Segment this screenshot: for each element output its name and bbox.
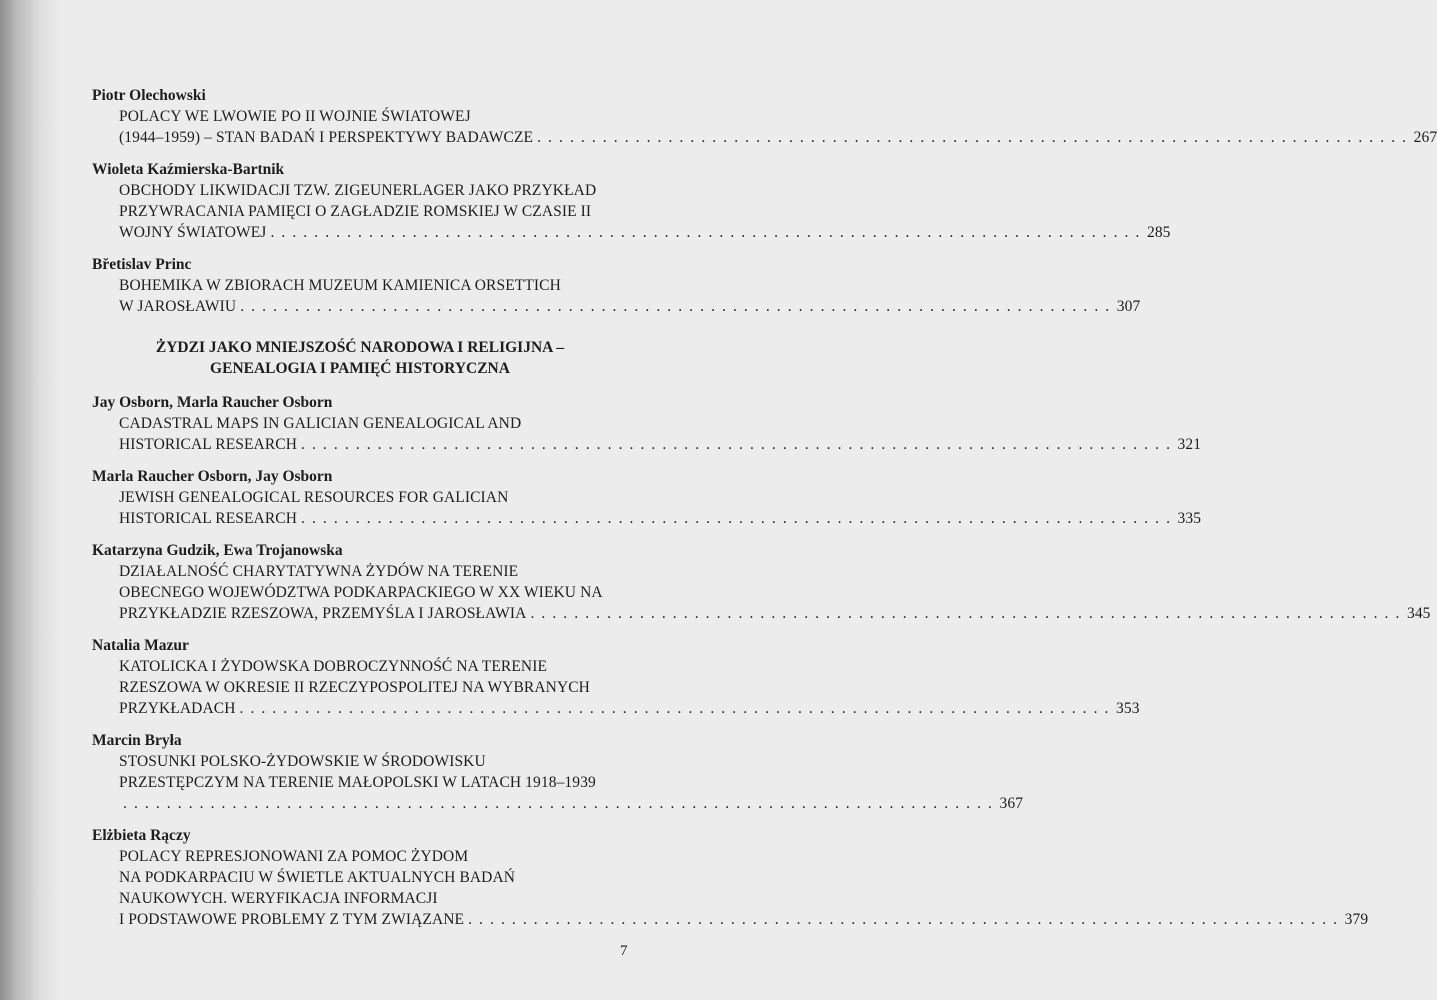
entry-title-line: NAUKOWYCH. WERYFIKACJA INFORMACJI: [119, 890, 438, 907]
entry-title-last-line: [119, 222, 1171, 243]
entry-title-line: WOJNY ŚWIATOWEJ: [119, 224, 267, 241]
dot-leader: . . . . . . . . . . . . . . . . . . . . . . . . . . . . . . . . . . . . . . . . . . . . . . . . . . . . . . . . . . . . . . . . . . . . . . . . . . . . . . . .: [537, 129, 1408, 146]
entry-author: Marcin Bryła: [92, 732, 182, 749]
entry-title-line: POLACY WE LWOWIE PO II WOJNIE ŚWIATOWEJ: [119, 108, 471, 125]
section-heading-line-2: GENEALOGIA I PAMIĘĆ HISTORYCZNA: [210, 360, 510, 377]
entry-author: Piotr Olechowski: [92, 87, 206, 104]
entry-author: Břetislav Princ: [92, 256, 192, 273]
table-of-contents: [92, 86, 1437, 942]
entry-author: Katarzyna Gudzik, Ewa Trojanowska: [92, 542, 343, 559]
entry-title-line: JEWISH GENEALOGICAL RESOURCES FOR GALICIAN: [119, 489, 509, 506]
dot-leader: . . . . . . . . . . . . . . . . . . . . . . . . . . . . . . . . . . . . . . . . . . . . . . . . . . . . . . . . . . . . . . . . . . . . . . . . . . . . . . . .: [301, 510, 1172, 527]
entry-title-last-line: [119, 434, 1202, 455]
entry-title: [92, 487, 1202, 529]
section-heading-line-1: ŻYDZI JAKO MNIEJSZOŚĆ NARODOWA I RELIGIJNA –: [155, 339, 565, 356]
entry-title-line: (1944–1959) – STAN BADAŃ I PERSPEKTYWY BADAWCZE: [119, 129, 534, 146]
toc-entry: [92, 393, 1202, 455]
entry-page-number: 353: [1116, 700, 1140, 717]
dot-leader: . . . . . . . . . . . . . . . . . . . . . . . . . . . . . . . . . . . . . . . . . . . . . . . . . . . . . . . . . . . . . . . . . . . . . . . . . . . . . . . .: [123, 795, 994, 812]
toc-entries-top: [92, 86, 1437, 317]
entry-page-number: 321: [1177, 436, 1202, 453]
entry-title-line: CADASTRAL MAPS IN GALICIAN GENEALOGICAL AND: [119, 415, 522, 432]
entry-page-number: 367: [999, 795, 1024, 812]
entry-title: [92, 275, 1141, 317]
entry-title-line: PRZYKŁADACH: [119, 700, 236, 717]
entry-title-last-line: [119, 698, 1140, 719]
toc-entry: [92, 636, 1140, 719]
dot-leader: . . . . . . . . . . . . . . . . . . . . . . . . . . . . . . . . . . . . . . . . . . . . . . . . . . . . . . . . . . . . . . . . . . . . . . . . . . . . . . . .: [301, 436, 1172, 453]
entry-title-line: W JAROSŁAWIU: [119, 298, 237, 315]
entry-title: [92, 106, 1437, 148]
entry-page-number: 307: [1116, 298, 1141, 315]
entry-author: Natalia Mazur: [92, 637, 189, 654]
entry-title-line: RZESZOWA W OKRESIE II RZECZYPOSPOLITEJ NA WYBRANYCH: [119, 679, 590, 696]
entry-title: [92, 561, 1431, 624]
entry-page-number: 379: [1344, 911, 1369, 928]
entry-title-last-line: [119, 793, 1024, 814]
toc-entry: [92, 255, 1141, 317]
entry-title: [92, 413, 1202, 455]
entry-title-line: PRZYWRACANIA PAMIĘCI O ZAGŁADZIE ROMSKIEJ W CZASIE II: [119, 203, 592, 220]
entry-author: Marla Raucher Osborn, Jay Osborn: [92, 468, 333, 485]
entry-page-number: 345: [1406, 605, 1431, 622]
toc-entries-bottom: [92, 393, 1431, 930]
toc-entry: [92, 541, 1431, 624]
entry-title: [92, 656, 1140, 719]
dot-leader: . . . . . . . . . . . . . . . . . . . . . . . . . . . . . . . . . . . . . . . . . . . . . . . . . . . . . . . . . . . . . . . . . . . . . . . . . . . . . . . .: [240, 298, 1111, 315]
entry-title-last-line: [119, 508, 1202, 529]
page-number: 7: [620, 943, 628, 959]
entry-title-last-line: [119, 296, 1141, 317]
entry-title: [92, 751, 1024, 814]
entry-author: Wioleta Kaźmierska-Bartnik: [92, 161, 285, 178]
entry-title-line: I PODSTAWOWE PROBLEMY Z TYM ZWIĄZANE: [119, 911, 465, 928]
dot-leader: . . . . . . . . . . . . . . . . . . . . . . . . . . . . . . . . . . . . . . . . . . . . . . . . . . . . . . . . . . . . . . . . . . . . . . . . . . . . . . . .: [239, 700, 1111, 717]
entry-author: Jay Osborn, Marla Raucher Osborn: [92, 394, 333, 411]
dot-leader: . . . . . . . . . . . . . . . . . . . . . . . . . . . . . . . . . . . . . . . . . . . . . . . . . . . . . . . . . . . . . . . . . . . . . . . . . . . . . . . .: [530, 605, 1401, 622]
entry-page-number: 335: [1177, 510, 1202, 527]
toc-entry: [92, 86, 1437, 148]
entry-title-line: OBECNEGO WOJEWÓDZTWA PODKARPACKIEGO W XX WIEKU NA: [119, 584, 603, 601]
entry-title-last-line: [119, 127, 1437, 148]
entry-title-line: NA PODKARPACIU W ŚWIETLE AKTUALNYCH BADAŃ: [119, 869, 516, 886]
entry-author: Elżbieta Rączy: [92, 827, 191, 844]
entry-title-line: HISTORICAL RESEARCH: [119, 510, 298, 527]
entry-title: [92, 180, 1171, 243]
entry-title-line: KATOLICKA I ŻYDOWSKA DOBROCZYNNOŚĆ NA TERENIE: [119, 658, 548, 675]
dot-leader: . . . . . . . . . . . . . . . . . . . . . . . . . . . . . . . . . . . . . . . . . . . . . . . . . . . . . . . . . . . . . . . . . . . . . . . . . . . . . . . .: [270, 224, 1141, 241]
entry-title-line: HISTORICAL RESEARCH: [119, 436, 298, 453]
toc-entry: [92, 826, 1369, 930]
entry-title-line: PRZESTĘPCZYM NA TERENIE MAŁOPOLSKI W LATACH 1918–1939: [119, 774, 596, 791]
entry-title-line: BOHEMIKA W ZBIORACH MUZEUM KAMIENICA ORSETTICH: [119, 277, 561, 294]
entry-title-line: STOSUNKI POLSKO-ŻYDOWSKIE W ŚRODOWISKU: [119, 753, 486, 770]
entry-title-last-line: [119, 909, 1369, 930]
entry-title-line: PRZYKŁADZIE RZESZOWA, PRZEMYŚLA I JAROSŁAWIA: [119, 605, 527, 622]
section-heading: [92, 337, 628, 379]
entry-page-number: 267: [1413, 129, 1437, 146]
book-spine-shadow: [0, 0, 60, 1000]
toc-entry: [92, 731, 1024, 814]
toc-entry: [92, 467, 1202, 529]
entry-page-number: 285: [1146, 224, 1171, 241]
entry-title-line: DZIAŁALNOŚĆ CHARYTATYWNA ŻYDÓW NA TERENIE: [119, 563, 519, 580]
dot-leader: . . . . . . . . . . . . . . . . . . . . . . . . . . . . . . . . . . . . . . . . . . . . . . . . . . . . . . . . . . . . . . . . . . . . . . . . . . . . . . . .: [468, 911, 1339, 928]
entry-title-last-line: [119, 603, 1431, 624]
entry-title-line: OBCHODY LIKWIDACJI TZW. ZIGEUNERLAGER JAKO PRZYKŁAD: [119, 182, 597, 199]
toc-entry: [92, 160, 1171, 243]
entry-title-line: POLACY REPRESJONOWANI ZA POMOC ŻYDOM: [119, 848, 469, 865]
entry-title: [92, 846, 1369, 930]
